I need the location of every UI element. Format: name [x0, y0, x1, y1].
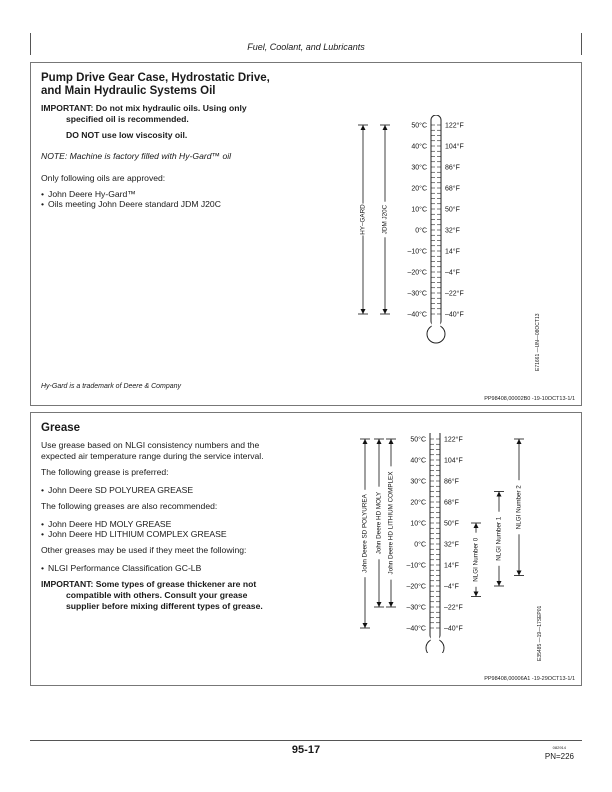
range-label: John Deere HD MOLY: [375, 491, 383, 555]
fahrenheit-tick-label: 14°F: [445, 248, 460, 256]
celsius-tick-label: –20°C: [407, 269, 427, 277]
fahrenheit-tick-label: 32°F: [445, 227, 460, 235]
range-label: JDM J20C: [381, 204, 389, 235]
page-header-title: Fuel, Coolant, and Lubricants: [247, 42, 365, 52]
fahrenheit-tick-label: 86°F: [445, 164, 460, 172]
important-line1: IMPORTANT: Some types of grease thickener are not: [41, 579, 257, 589]
reference-code: PP98408,00002B0 -19-10OCT13-1/1: [484, 396, 575, 402]
grease-section: [30, 412, 582, 686]
thermometer-tube: [430, 433, 440, 640]
grease-temperature-chart: [321, 433, 541, 653]
range-arrow-bottom: [363, 623, 368, 628]
fahrenheit-tick-label: –22°F: [444, 604, 463, 612]
celsius-tick-label: 0°C: [414, 541, 426, 549]
range-arrow-top: [517, 439, 522, 444]
range-arrow-bottom: [377, 602, 382, 607]
important-line2: compatible with others. Consult your grease: [66, 590, 248, 600]
fahrenheit-tick-label: –4°F: [444, 583, 459, 591]
fahrenheit-tick-label: –4°F: [445, 269, 460, 277]
footer-code: 082914: [552, 745, 566, 750]
range-arrow-top: [497, 492, 502, 497]
range-arrow-top: [474, 523, 479, 528]
section-title: Grease: [41, 422, 81, 434]
celsius-tick-label: 40°C: [410, 457, 426, 465]
range-arrow-bottom: [389, 602, 394, 607]
fahrenheit-tick-label: –40°F: [445, 311, 464, 319]
fahrenheit-tick-label: 122°F: [444, 436, 463, 444]
celsius-tick-label: –30°C: [407, 290, 427, 298]
list-item: • John Deere SD POLYUREA GREASE: [41, 485, 193, 496]
fahrenheit-tick-label: 122°F: [445, 122, 464, 130]
celsius-tick-label: –30°C: [406, 604, 426, 612]
range-label: NLGI Number 0: [472, 537, 480, 582]
section-title-line1: Pump Drive Gear Case, Hydrostatic Drive,: [41, 72, 270, 84]
preferred-intro: The following grease is preferred:: [41, 467, 169, 477]
celsius-tick-label: 10°C: [410, 520, 426, 528]
footer-rule: [30, 740, 582, 741]
figure-id: E35485 —19—17SEP01: [537, 605, 543, 661]
important-low-viscosity: DO NOT use low viscosity oil.: [66, 130, 188, 140]
list-item: • John Deere HD MOLY GREASE: [41, 519, 171, 530]
celsius-tick-label: 50°C: [410, 436, 426, 444]
range-arrow-bottom: [361, 309, 366, 314]
celsius-tick-label: 30°C: [410, 478, 426, 486]
important-line2: specified oil is recommended.: [66, 114, 189, 124]
fahrenheit-tick-label: 86°F: [444, 478, 459, 486]
celsius-tick-label: –20°C: [406, 583, 426, 591]
range-label: John Deere SD POLYUREA: [361, 494, 369, 573]
fahrenheit-tick-label: 68°F: [444, 499, 459, 507]
thermometer-neck: [431, 634, 440, 642]
figure-id: E71661 —UN—08OCT13: [535, 313, 541, 371]
important-line3: supplier before mixing different types of grease.: [66, 601, 263, 611]
celsius-tick-label: 40°C: [411, 143, 427, 151]
reference-code: PP98408,00006A1 -19-29OCT13-1/1: [484, 676, 575, 682]
grease-intro-line1: Use grease based on NLGI consistency numbers and the: [41, 440, 260, 450]
other-intro: Other greases may be used if they meet the following:: [41, 545, 247, 555]
range-arrow-top: [389, 439, 394, 444]
celsius-tick-label: 50°C: [411, 122, 427, 130]
range-label: NLGI Number 2: [515, 485, 523, 530]
range-label: John Deere HD LITHIUM COMPLEX: [387, 471, 395, 575]
range-arrow-top: [377, 439, 382, 444]
thermometer-tube: [431, 115, 441, 326]
celsius-tick-label: –40°C: [406, 625, 426, 633]
section-title-line2: and Main Hydraulic Systems Oil: [41, 85, 216, 97]
range-arrow-top: [363, 439, 368, 444]
list-item: • John Deere Hy-Gard™: [41, 189, 136, 200]
fahrenheit-tick-label: –22°F: [445, 290, 464, 298]
fahrenheit-tick-label: 14°F: [444, 562, 459, 570]
range-arrow-top: [361, 125, 366, 130]
celsius-tick-label: –10°C: [406, 562, 426, 570]
range-arrow-top: [383, 125, 388, 130]
approved-intro: Only following oils are approved:: [41, 173, 166, 183]
list-item: • NLGI Performance Classification GC-LB: [41, 563, 201, 574]
fahrenheit-tick-label: 50°F: [444, 520, 459, 528]
pn-number: PN=226: [544, 752, 574, 761]
oil-temperature-chart: [321, 115, 581, 375]
range-arrow-bottom: [474, 592, 479, 597]
celsius-tick-label: 0°C: [415, 227, 427, 235]
fahrenheit-tick-label: 32°F: [444, 541, 459, 549]
fahrenheit-tick-label: 50°F: [445, 206, 460, 214]
celsius-tick-label: –40°C: [407, 311, 427, 319]
thermometer-neck: [432, 320, 441, 328]
trademark-note: Hy-Gard is a trademark of Deere & Company: [41, 383, 182, 390]
range-arrow-bottom: [383, 309, 388, 314]
celsius-tick-label: –10°C: [407, 248, 427, 256]
fahrenheit-tick-label: 68°F: [445, 185, 460, 193]
hydraulic-oil-section: [30, 62, 582, 406]
celsius-tick-label: 20°C: [410, 499, 426, 507]
also-intro: The following greases are also recommended:: [41, 501, 218, 511]
fahrenheit-tick-label: 104°F: [445, 143, 464, 151]
list-item: • John Deere HD LITHIUM COMPLEX GREASE: [41, 529, 227, 540]
celsius-tick-label: 30°C: [411, 164, 427, 172]
celsius-tick-label: 20°C: [411, 185, 427, 193]
list-item: • Oils meeting John Deere standard JDM J20C: [41, 199, 221, 210]
celsius-tick-label: 10°C: [411, 206, 427, 214]
fahrenheit-tick-label: –40°F: [444, 625, 463, 633]
factory-fill-note: NOTE: Machine is factory filled with Hy-Gard™ oil: [41, 151, 232, 161]
range-label: HY–GARD: [359, 204, 367, 235]
range-label: NLGI Number 1: [495, 516, 503, 561]
range-arrow-bottom: [497, 581, 502, 586]
grease-intro-line2: expected air temperature range during the service interval.: [41, 451, 264, 461]
range-arrow-bottom: [517, 571, 522, 576]
important-line1: IMPORTANT: Do not mix hydraulic oils. Using only: [41, 103, 247, 113]
fahrenheit-tick-label: 104°F: [444, 457, 463, 465]
page-number: 95-17: [291, 744, 321, 756]
